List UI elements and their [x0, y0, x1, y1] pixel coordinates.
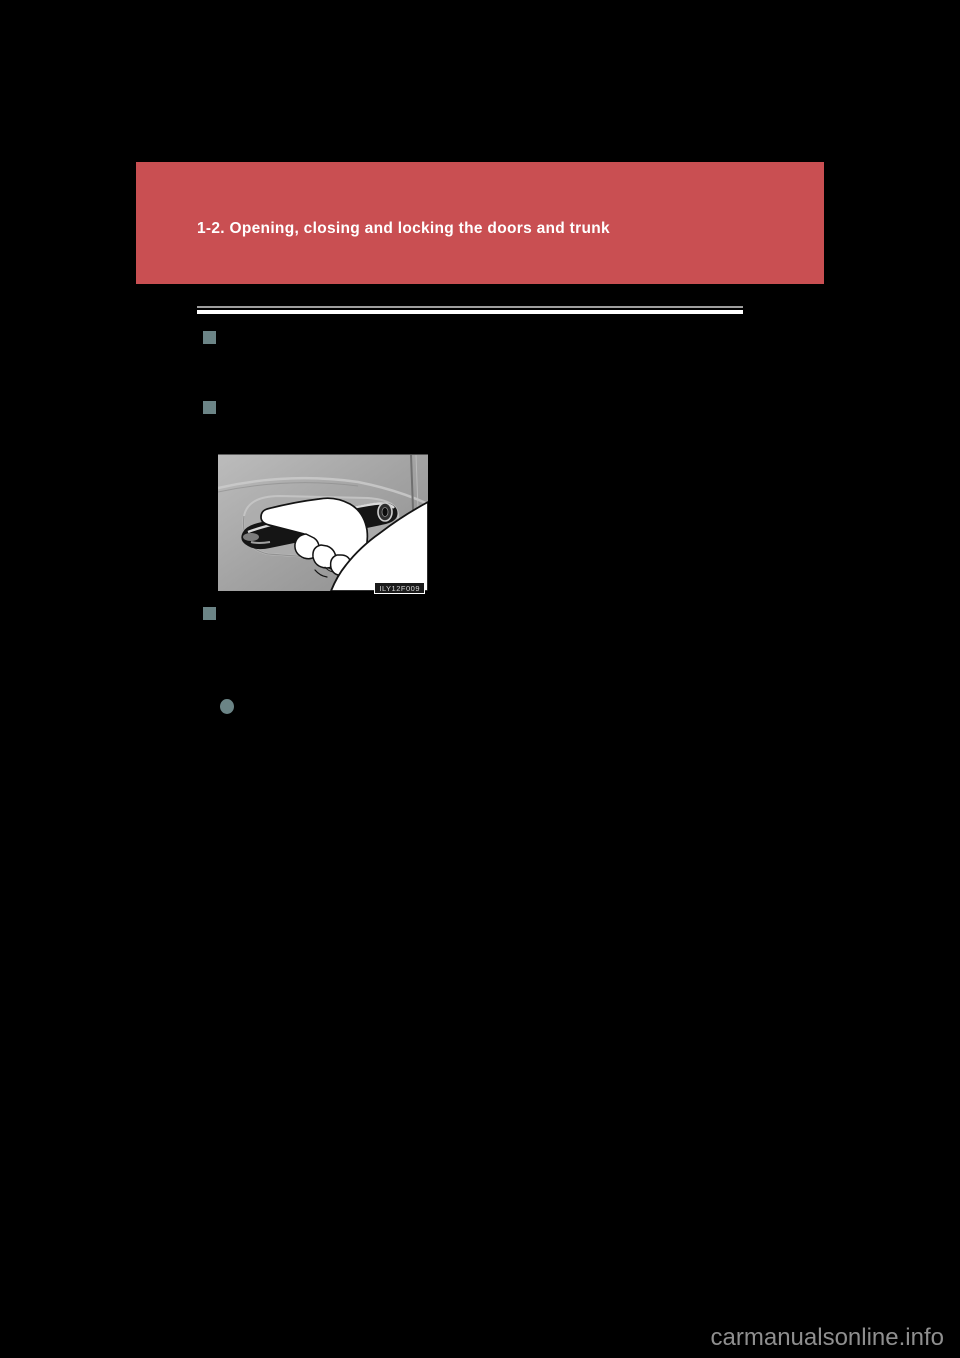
door-handle-figure — [218, 452, 428, 598]
chapter-title: 1-2. Opening, closing and locking the doors and trunk — [197, 220, 610, 237]
door-handle-illustration — [218, 452, 428, 598]
section-double-rule — [197, 306, 743, 314]
section-marker-square-1 — [203, 331, 216, 344]
watermark-text: carmanualsonline.info — [710, 1324, 944, 1351]
section-marker-square-3 — [203, 607, 216, 620]
section-marker-square-2 — [203, 401, 216, 414]
list-marker-circle — [220, 699, 234, 714]
rule-line-bottom — [197, 310, 743, 314]
chapter-header-band — [136, 162, 824, 284]
figure-code-label: ILY12F009 — [374, 582, 425, 594]
